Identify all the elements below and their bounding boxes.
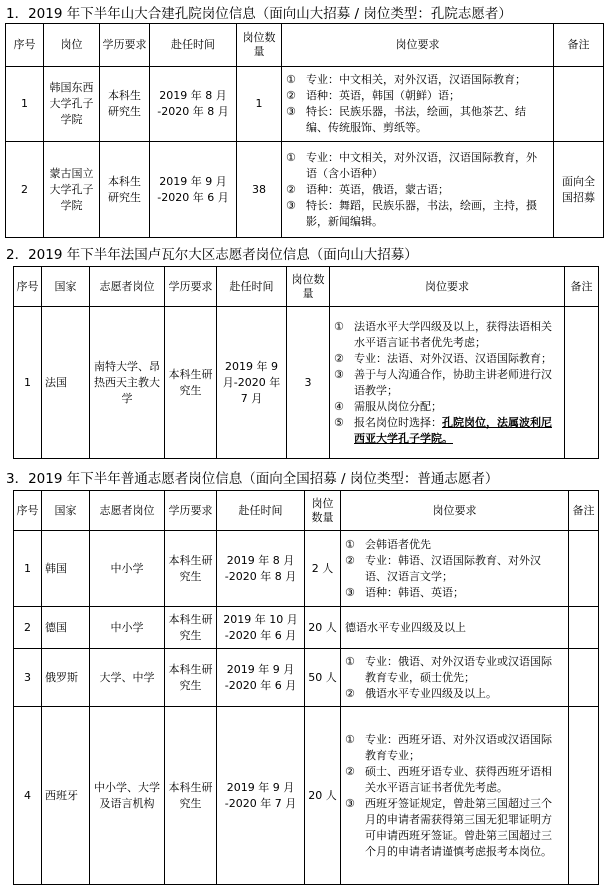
- cell-time: [217, 531, 305, 607]
- header-time: 赴任时间: [217, 267, 287, 307]
- time-start: 2019 年 9 月: [226, 780, 295, 794]
- table-row: [14, 307, 599, 459]
- header-req: 岗位要求: [282, 24, 554, 67]
- cell-no: 4: [14, 707, 42, 885]
- cell-requirements: [282, 67, 554, 142]
- req-num: ②: [334, 351, 344, 365]
- cell-requirements: [341, 707, 569, 885]
- req-num: ②: [345, 553, 355, 567]
- cell-country: 德国: [42, 607, 90, 649]
- cell-post: 中小学、大学及语言机构: [90, 707, 165, 885]
- cell-post: 大学、中学: [90, 649, 165, 707]
- cell-time: [217, 649, 305, 707]
- req-num: ②: [286, 89, 296, 102]
- time-start: 2019 年 9 月: [226, 662, 295, 676]
- section-2-table: [13, 266, 599, 459]
- time-end: -2020 年 6 月: [157, 190, 229, 204]
- req-num: ①: [334, 319, 344, 333]
- time-end: -2020 年 6 月: [224, 678, 297, 692]
- req-text: 专业：中文相关，对外汉语，汉语国际教育，外语（含小语种）: [306, 150, 537, 180]
- header-note: 备注: [565, 267, 599, 307]
- cell-note: [569, 649, 599, 707]
- header-post: 志愿者岗位: [90, 267, 165, 307]
- cell-country: 西班牙: [42, 707, 90, 885]
- req-num: ②: [286, 182, 296, 196]
- req-text: 法语水平大学四级及以上，获得法语相关水平语言证书者优先考虑；: [354, 319, 552, 349]
- time-start: 2019 年 10 月: [223, 612, 298, 626]
- cell-count: 50 人: [305, 649, 341, 707]
- table-row: [14, 707, 599, 885]
- req-text: 硕士、西班牙语专业、获得西班牙语相关水平语言证书者优先考虑。: [365, 764, 552, 794]
- cell-edu: 本科生研究生: [165, 531, 217, 607]
- cell-edu: 本科生研究生: [165, 607, 217, 649]
- cell-time: [150, 67, 237, 142]
- section-3-table: [13, 490, 599, 885]
- cell-count: 2 人: [305, 531, 341, 607]
- section-1-title: 1．2019 年下半年山大合建孔院岗位信息（面向山大招募 / 岗位类型：孔院志愿者）: [6, 6, 512, 22]
- req-text-highlight: 孔院岗位，法属波利尼西亚大学孔子学院。: [354, 415, 552, 445]
- header-time: 赴任时间: [150, 24, 237, 67]
- cell-edu: 本科生研究生: [165, 649, 217, 707]
- cell-post: 中小学: [90, 607, 165, 649]
- table-row: [14, 649, 599, 707]
- header-country: 国家: [42, 267, 90, 307]
- req-num: ③: [345, 796, 355, 810]
- req-text: 特长：民族乐器，书法，绘画，其他茶艺、结编、传统服饰、剪纸等。: [306, 105, 526, 134]
- cell-no: 2: [6, 142, 44, 238]
- cell-count: 3: [287, 307, 330, 459]
- cell-count: 20 人: [305, 607, 341, 649]
- cell-requirements: [341, 649, 569, 707]
- req-text: 语种：英语，韩国（朝鲜）语；: [306, 89, 460, 102]
- cell-no: 2: [14, 607, 42, 649]
- cell-requirements: [341, 607, 569, 649]
- req-text: 俄语水平专业四级及以上。: [365, 686, 497, 700]
- cell-note: [554, 67, 604, 142]
- table-row: [6, 67, 604, 142]
- cell-no: 1: [6, 67, 44, 142]
- time-end: -2020 年 8 月: [224, 569, 297, 583]
- header-note: 备注: [554, 24, 604, 67]
- req-num: ③: [286, 198, 296, 212]
- req-text: 语种：韩语、英语；: [365, 585, 464, 599]
- section-2-title: 2．2019 年下半年法国卢瓦尔大区志愿者岗位信息（面向山大招募）: [6, 247, 418, 263]
- time-start: 2019 年 8 月: [226, 553, 295, 567]
- time-start: 2019 年 8 月: [159, 89, 227, 102]
- req-num: ③: [345, 585, 355, 599]
- table-row: [14, 607, 599, 649]
- req-num: ①: [345, 732, 355, 746]
- header-edu: 学历要求: [165, 491, 217, 531]
- cell-note: [569, 531, 599, 607]
- req-num: ①: [345, 537, 355, 551]
- section-1-table: [5, 23, 604, 238]
- cell-post: 韩国东西大学孔子学院: [44, 67, 100, 142]
- cell-count: 1: [237, 67, 282, 142]
- header-count: 岗位数量: [237, 24, 282, 67]
- cell-no: 3: [14, 649, 42, 707]
- header-req: 岗位要求: [341, 491, 569, 531]
- cell-post: 中小学: [90, 531, 165, 607]
- req-text: 语种：英语，俄语，蒙古语；: [306, 182, 449, 196]
- req-num: ①: [345, 654, 355, 668]
- cell-no: 1: [14, 531, 42, 607]
- req-num: ④: [334, 399, 344, 413]
- req-text: 特长：舞蹈，民族乐器，书法，绘画，主持，摄影，新闻编辑。: [306, 198, 537, 228]
- header-note: 备注: [569, 491, 599, 531]
- header-count: 岗位数量: [287, 267, 330, 307]
- table-header-row: [14, 491, 599, 531]
- req-num: ②: [345, 686, 355, 700]
- header-count: 岗位数量: [305, 491, 341, 531]
- header-no: 序号: [6, 24, 44, 67]
- time-end: -2020 年 6 月: [224, 628, 297, 642]
- table-row: [6, 142, 604, 238]
- req-num: ②: [345, 764, 355, 778]
- section-3-title: 3．2019 年下半年普通志愿者岗位信息（面向全国招募 / 岗位类型：普通志愿者）: [6, 471, 499, 487]
- cell-time: [150, 142, 237, 238]
- cell-edu: 本科生研究生: [165, 307, 217, 459]
- header-no: 序号: [14, 267, 42, 307]
- table-header-row: [14, 267, 599, 307]
- cell-requirements: [330, 307, 565, 459]
- req-num: ③: [334, 367, 344, 381]
- cell-edu: 本科生研究生: [165, 707, 217, 885]
- cell-post: 蒙古国立大学孔子学院: [44, 142, 100, 238]
- req-text: 专业：俄语、对外汉语专业或汉语国际教育专业，硕士优先；: [365, 654, 552, 684]
- req-text: 专业：韩语、汉语国际教育、对外汉语、汉语言文学；: [365, 553, 541, 583]
- req-text: 善于与人沟通合作，协助主讲老师进行汉语教学；: [354, 367, 552, 397]
- cell-country: 韩国: [42, 531, 90, 607]
- cell-note: [569, 607, 599, 649]
- time-end: -2020 年 7 月: [224, 796, 297, 810]
- header-req: 岗位要求: [330, 267, 565, 307]
- req-num: ①: [286, 150, 296, 164]
- req-text: 专业：中文相关，对外汉语，汉语国际教育；: [306, 73, 526, 86]
- cell-time: [217, 607, 305, 649]
- req-num: ①: [286, 73, 296, 86]
- header-time: 赴任时间: [217, 491, 305, 531]
- req-text: 专业：西班牙语、对外汉语或汉语国际教育专业；: [365, 732, 552, 762]
- cell-time: 2019 年 9 月-2020 年 7 月: [217, 307, 287, 459]
- cell-count: 20 人: [305, 707, 341, 885]
- cell-time: [217, 707, 305, 885]
- cell-note: [569, 707, 599, 885]
- req-num: ⑤: [334, 415, 344, 429]
- req-text: 专业：法语、对外汉语、汉语国际教育；: [354, 351, 552, 365]
- cell-requirements: [282, 142, 554, 238]
- req-text: 西班牙签证规定，曾赴第三国超过三个月的申请者需获得第三国无犯罪证明方可申请西班牙签证。曾赴第三国超过三个月的申请者请谨慎考虑报考本岗位。: [365, 796, 552, 858]
- cell-note: [565, 307, 599, 459]
- time-start: 2019 年 9 月: [159, 174, 227, 188]
- req-text: 会韩语者优先: [365, 537, 431, 551]
- header-edu: 学历要求: [100, 24, 150, 67]
- cell-country: 法国: [42, 307, 90, 459]
- req-text: 需服从岗位分配；: [354, 399, 442, 413]
- header-post: 岗位: [44, 24, 100, 67]
- req-text: 报名岗位时选择：: [354, 415, 442, 429]
- time-end: -2020 年 8 月: [157, 105, 229, 118]
- cell-no: 1: [14, 307, 42, 459]
- cell-country: 俄罗斯: [42, 649, 90, 707]
- cell-note: 面向全国招募: [554, 142, 604, 238]
- header-country: 国家: [42, 491, 90, 531]
- header-post: 志愿者岗位: [90, 491, 165, 531]
- header-no: 序号: [14, 491, 42, 531]
- cell-edu: 本科生研究生: [100, 142, 150, 238]
- req-num: ③: [286, 105, 296, 118]
- table-row: [14, 531, 599, 607]
- req-text: 德语水平专业四级及以上: [345, 620, 466, 634]
- cell-count: 38: [237, 142, 282, 238]
- header-edu: 学历要求: [165, 267, 217, 307]
- cell-post: 南特大学、昂热西天主教大学: [90, 307, 165, 459]
- table-header-row: [6, 24, 604, 67]
- cell-edu: 本科生研究生: [100, 67, 150, 142]
- cell-requirements: [341, 531, 569, 607]
